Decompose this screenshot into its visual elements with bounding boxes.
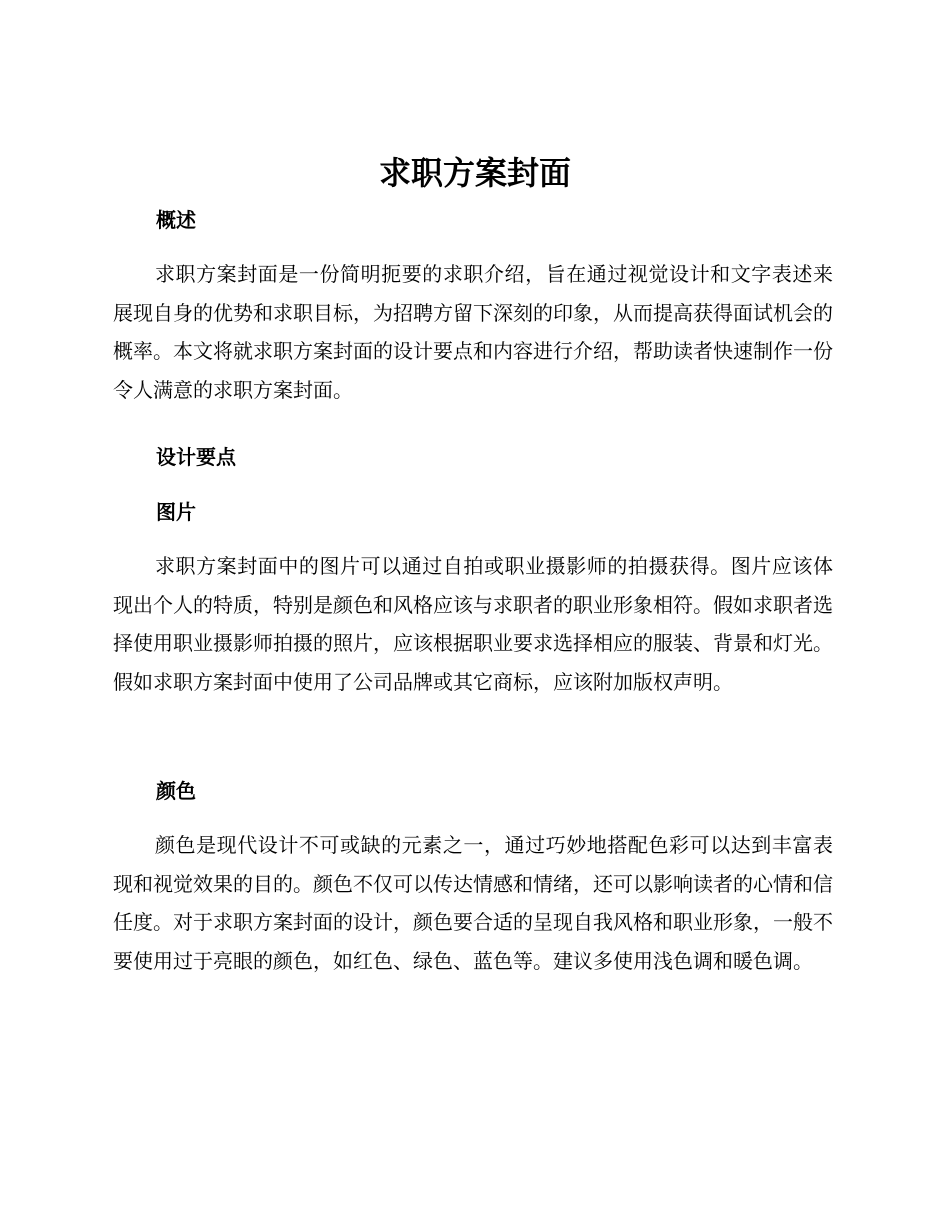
section-heading-image: 图片	[156, 500, 196, 524]
section-heading-color: 颜色	[156, 779, 196, 803]
document-title: 求职方案封面	[378, 154, 571, 192]
section-heading-design-points: 设计要点	[156, 445, 236, 469]
section-paragraph-color: 颜色是现代设计不可或缺的元素之一，通过巧妙地搭配色彩可以达到丰富表现和视觉效果的目的。颜色不仅可以传达情感和情绪，还可以影响读者的心情和信任度。对于求职方案封面的设计，颜色要合适的呈现自我风格和职业形象，一般不要使用过于亮眼的颜色，如红色、绿色、蓝色等。建议多使用浅色调和暖色调。	[113, 833, 833, 973]
section-heading-overview: 概述	[156, 208, 196, 232]
section-paragraph-image: 求职方案封面中的图片可以通过自拍或职业摄影师的拍摄获得。图片应该体现出个人的特质，特别是颜色和风格应该与求职者的职业形象相符。假如求职者选择使用职业摄影师拍摄的照片，应该根据职业要求选择相应的服装、背景和灯光。假如求职方案封面中使用了公司品牌或其它商标，应该附加版权声明。	[113, 554, 833, 694]
section-paragraph-overview: 求职方案封面是一份简明扼要的求职介绍，旨在通过视觉设计和文字表述来展现自身的优势和求职目标，为招聘方留下深刻的印象，从而提高获得面试机会的概率。本文将就求职方案封面的设计要点和内容进行介绍，帮助读者快速制作一份令人满意的求职方案封面。	[113, 262, 833, 402]
